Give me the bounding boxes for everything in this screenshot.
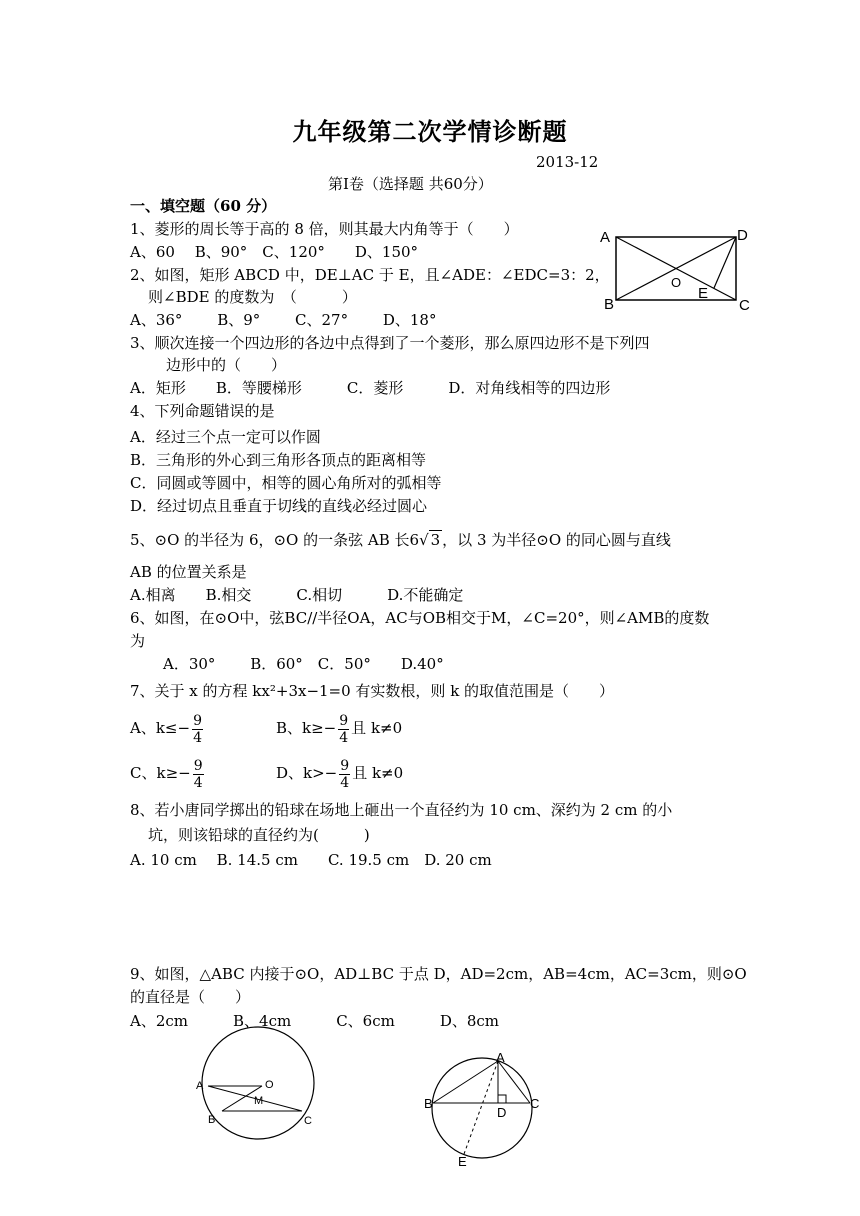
label-o: O	[265, 1079, 274, 1091]
q5-options: A.相离 B.相交 C.相切 D.不能确定	[130, 586, 464, 604]
label-b: B	[208, 1114, 216, 1126]
q5-coefficient: 6	[409, 531, 420, 549]
q7-a-label: A、k≤−	[130, 719, 191, 737]
q4-option-d: D．经过切点且垂直于切线的直线必经过圆心	[130, 497, 428, 515]
label-b: B	[604, 296, 615, 313]
q2-stem: 2、如图，矩形 ABCD 中，DE⊥AC 于 E，且∠ADE：∠EDC=3：2，	[130, 266, 610, 284]
diameter-ae	[464, 1061, 498, 1154]
fraction-denominator: 4	[340, 774, 350, 791]
fraction-numerator: 9	[193, 712, 202, 729]
q8-options: A. 10 cm B. 14.5 cm C. 19.5 cm D. 20 cm	[130, 851, 492, 869]
q5-stem-start: 5、⊙O 的半径为 6，⊙O 的一条弦 AB 长	[130, 531, 410, 549]
q9-stem-cont: 的直径是（ ）	[130, 988, 251, 1006]
section-header: 第Ⅰ卷（选择题 共60分）	[328, 175, 493, 193]
exam-date: 2013-12	[536, 153, 599, 171]
q7-b-condition: 且 k≠0	[351, 719, 403, 737]
label-a: A	[496, 1050, 505, 1065]
fraction-numerator: 9	[340, 757, 350, 774]
fraction	[192, 713, 203, 746]
fraction-numerator: 9	[193, 757, 203, 774]
side-ab	[433, 1061, 498, 1103]
circle-o	[432, 1058, 532, 1158]
q4-option-c: C．同圆或等圆中，相等的圆心角所对的弧相等	[130, 474, 442, 492]
q6-stem-cont: 为	[130, 632, 146, 650]
fraction	[339, 758, 350, 791]
q9-options: A、2cm B、4cm C、6cm D、8cm	[130, 1012, 500, 1030]
right-angle-mark	[498, 1095, 506, 1103]
label-a: A	[600, 229, 611, 246]
q2-options: A、36° B、9° C、27° D、18°	[130, 311, 437, 329]
q7-option-d	[276, 753, 403, 793]
q6-options: A．30° B．60° C．50° D.40°	[163, 655, 444, 673]
q1-options: A、60 B、90° C、120° D、150°	[130, 243, 419, 261]
fraction-numerator: 9	[339, 712, 349, 729]
q7-d-label: D、k>−	[276, 764, 338, 782]
q8-stem: 8、若小唐同学掷出的铅球在场地上砸出一个直径约为 10 cm、深约为 2 cm 的小	[130, 801, 673, 819]
label-c: C	[304, 1115, 312, 1127]
sqrt-symbol: √ 3	[419, 531, 441, 549]
q5-stem	[130, 530, 671, 550]
label-d: D	[737, 227, 748, 244]
q7-c-label: C、k≥−	[130, 764, 191, 782]
part-heading: 一、填空题（60 分）	[130, 197, 277, 215]
fraction	[193, 758, 204, 791]
label-c: C	[530, 1096, 540, 1111]
q4-stem: 4、下列命题错误的是	[130, 402, 275, 420]
q7-option-b	[276, 708, 402, 748]
circle-o	[202, 1027, 314, 1139]
q1-stem: 1、菱形的周长等于高的 8 倍，则其最大内角等于（ ）	[130, 220, 519, 238]
q8-stem-cont: 坑，则该铅球的直径约为( )	[148, 826, 370, 844]
fraction-denominator: 4	[193, 729, 202, 746]
q2-stem-cont: 则∠BDE 的度数为 （ ）	[148, 288, 357, 306]
label-b: B	[424, 1096, 433, 1111]
q4-option-a: A．经过三个点一定可以作圆	[130, 428, 321, 446]
q3-stem: 3、顺次连接一个四边形的各边中点得到了一个菱形，那么原四边形不是下列四	[130, 334, 650, 352]
q7-stem: 7、关于 x 的方程 kx²+3x−1=0 有实数根，则 k 的取值范围是（ ）	[130, 682, 615, 700]
q7-option-a	[130, 708, 205, 748]
label-e: E	[458, 1154, 467, 1169]
q3-options: A．矩形 B．等腰梯形 C．菱形 D．对角线相等的四边形	[130, 379, 611, 397]
q9-stem: 9、如图，△ABC 内接于⊙O，AD⊥BC 于点 D，AD=2cm，AB=4cm，AC=3cm，则⊙O	[130, 965, 747, 983]
q5-stem-end: ，以 3 为半径⊙O 的同心圆与直线	[442, 531, 671, 549]
fraction-denominator: 4	[193, 774, 203, 791]
label-e: E	[698, 285, 709, 302]
q7-d-condition: 且 k≠0	[352, 764, 404, 782]
label-a: A	[196, 1080, 204, 1092]
q5-stem-cont: AB 的位置关系是	[130, 563, 247, 581]
q4-option-b: B．三角形的外心到三角形各顶点的距离相等	[130, 451, 427, 469]
circle-figure-q6	[188, 1025, 338, 1145]
fraction-denominator: 4	[339, 729, 349, 746]
q7-b-label: B、k≥−	[276, 719, 337, 737]
label-d: D	[497, 1105, 507, 1120]
q7-option-c	[130, 753, 206, 793]
page-title: 九年级第二次学情诊断题	[292, 117, 568, 146]
label-o: O	[671, 275, 682, 290]
label-c: C	[739, 297, 750, 314]
rectangle-figure	[594, 222, 754, 314]
circle-figure-q9	[420, 1045, 550, 1175]
q5-radicand: 3	[430, 531, 441, 549]
label-m: M	[254, 1095, 264, 1107]
fraction	[338, 713, 349, 746]
q3-stem-cont: 边形中的（ ）	[166, 356, 287, 374]
segment-de	[714, 237, 736, 288]
q6-stem: 6、如图，在⊙O中，弦BC//半径OA，AC与OB相交于M，∠C=20°，则∠AMB的度数	[130, 609, 710, 627]
